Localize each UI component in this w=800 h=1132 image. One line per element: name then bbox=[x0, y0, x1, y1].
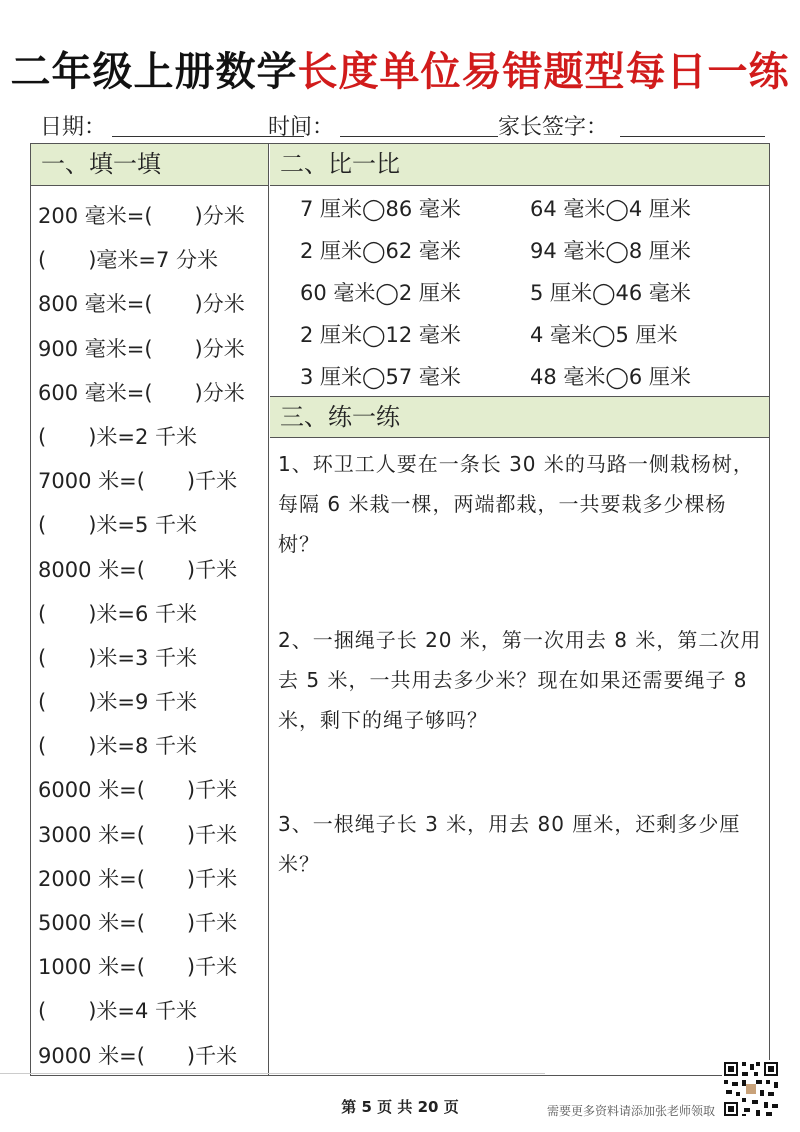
column-divider bbox=[268, 143, 269, 1076]
page-title bbox=[0, 40, 800, 97]
section-header-practice: 三、练一练 bbox=[270, 396, 769, 438]
section-header-compare: 二、比一比 bbox=[270, 144, 769, 186]
fill-item: ( )米=6 千米 bbox=[38, 601, 198, 626]
time-label: 时间： bbox=[268, 115, 335, 140]
question-3: 3、一根绳子长 3 米，用去 80 厘米，还剩多少厘米？ bbox=[278, 812, 741, 876]
fill-item: 1000 米=( )千米 bbox=[38, 955, 238, 980]
section-header-fill: 一、填一填 bbox=[31, 144, 268, 186]
compare-item: 48 毫米◯6 厘米 bbox=[530, 365, 691, 389]
compare-item: 4 毫米◯5 厘米 bbox=[530, 323, 678, 347]
compare-row bbox=[300, 314, 760, 356]
fill-item: ( )米=8 千米 bbox=[38, 734, 198, 759]
compare-item: 60 毫米◯2 厘米 bbox=[300, 281, 461, 305]
sign-field[interactable] bbox=[620, 136, 765, 137]
compare-item: 3 厘米◯57 毫米 bbox=[300, 365, 461, 389]
date-label: 日期： bbox=[40, 115, 107, 140]
fill-item: 7000 米=( )千米 bbox=[38, 469, 238, 494]
compare-item: 64 毫米◯4 厘米 bbox=[530, 197, 691, 221]
fill-item: 900 毫米=( )分米 bbox=[38, 336, 245, 361]
fill-item: 3000 米=( )千米 bbox=[38, 822, 238, 847]
fill-list bbox=[38, 194, 268, 1078]
compare-row bbox=[300, 356, 760, 398]
fill-item: 2000 米=( )千米 bbox=[38, 866, 238, 891]
fill-item: ( )米=3 千米 bbox=[38, 645, 198, 670]
qr-code-icon bbox=[722, 1060, 780, 1118]
fill-item: ( )米=2 千米 bbox=[38, 424, 198, 449]
compare-item: 94 毫米◯8 厘米 bbox=[530, 239, 691, 263]
title-topic: 长度单位易错题型每日一练 bbox=[297, 49, 790, 95]
title-grade: 二年级上册数学 bbox=[10, 49, 298, 95]
fill-item: 600 毫米=( )分米 bbox=[38, 380, 245, 405]
footer-note: 需要更多资料请添加张老师领取 bbox=[547, 1104, 716, 1118]
question-1: 1、环卫工人要在一条长 30 米的马路一侧栽杨树，每隔 6 米栽一棵，两端都栽，一共要栽多少棵杨树？ bbox=[278, 452, 754, 556]
time-field[interactable] bbox=[340, 136, 498, 137]
fill-item: 200 毫米=( )分米 bbox=[38, 204, 245, 228]
fill-item: 5000 米=( )千米 bbox=[38, 911, 238, 935]
page-number: 第 5 页 共 20 页 bbox=[341, 1098, 459, 1116]
fill-item: 6000 米=( )千米 bbox=[38, 778, 238, 803]
sign-label: 家长签字： bbox=[498, 115, 609, 140]
fill-item: ( )毫米=7 分米 bbox=[38, 248, 219, 273]
fill-item: 800 毫米=( )分米 bbox=[38, 292, 245, 317]
compare-item: 2 厘米◯12 毫米 bbox=[300, 323, 461, 347]
fill-item: ( )米=9 千米 bbox=[38, 690, 198, 715]
compare-item: 5 厘米◯46 毫米 bbox=[530, 281, 691, 305]
meta-row bbox=[40, 110, 765, 140]
fill-item: ( )米=5 千米 bbox=[38, 513, 198, 538]
compare-item: 2 厘米◯62 毫米 bbox=[300, 239, 461, 263]
compare-row bbox=[300, 188, 760, 230]
fill-item: ( )米=4 千米 bbox=[38, 999, 198, 1024]
footer-divider bbox=[0, 1073, 545, 1074]
compare-row bbox=[300, 230, 760, 272]
question-2: 2、一捆绳子长 20 米，第一次用去 8 米，第二次用去 5 米，一共用去多少米？现在如果还需要绳子 8 米，剩下的绳子够吗？ bbox=[278, 628, 762, 732]
fill-item: 8000 米=( )千米 bbox=[38, 557, 238, 582]
compare-item: 7 厘米◯86 毫米 bbox=[300, 197, 461, 221]
compare-grid bbox=[300, 188, 760, 398]
compare-row bbox=[300, 272, 760, 314]
fill-item: 9000 米=( )千米 bbox=[38, 1043, 238, 1068]
